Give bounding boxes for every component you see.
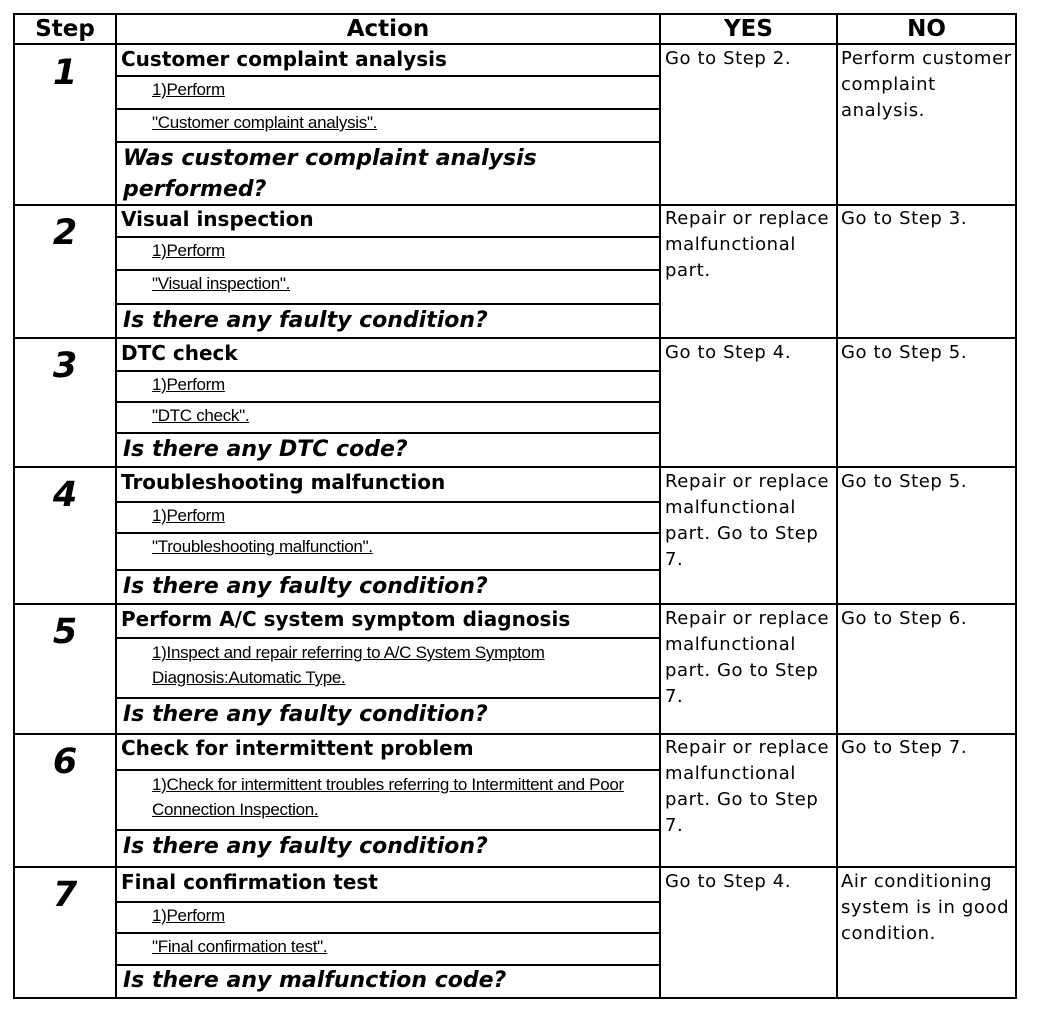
step-question: Is there any DTC code? <box>123 437 408 462</box>
step-number: 2 <box>52 213 78 253</box>
step-question: Is there any faulty condition? <box>123 834 488 859</box>
diagnostic-table <box>13 13 1017 999</box>
step-number: 1 <box>52 53 78 93</box>
step-no: Go to Step 6. <box>841 608 968 629</box>
step-title: DTC check <box>121 341 238 365</box>
step-instruction: 1)Inspect and repair referring to A/C System Symptom Diagnosis:Automatic Type. <box>152 643 545 687</box>
step-yes: Repair or replace malfunctional part. Go to Step 7. <box>665 608 830 707</box>
header-divider <box>15 43 1015 45</box>
step-no: Go to Step 5. <box>841 342 968 363</box>
header-no: NO <box>907 16 946 42</box>
step-number: 6 <box>52 742 78 782</box>
step-no: Go to Step 5. <box>841 471 968 492</box>
step-instruction: "Final confirmation test". <box>152 937 328 956</box>
step-instruction: "DTC check". <box>152 406 250 425</box>
row-divider <box>115 769 659 771</box>
step-title: Perform A/C system symptom diagnosis <box>121 607 571 631</box>
step-instruction: 1)Perform <box>152 506 225 525</box>
header-yes: YES <box>724 16 773 42</box>
step-instruction: 1)Perform <box>152 80 225 99</box>
step-instruction: "Troubleshooting malfunction". <box>152 537 373 556</box>
step-number: 5 <box>52 612 78 652</box>
step-no: Go to Step 7. <box>841 737 968 758</box>
column-divider <box>115 15 117 997</box>
step-question: Was customer complaint analysis performed? <box>123 146 537 202</box>
step-instruction: "Customer complaint analysis". <box>152 113 378 132</box>
step-yes: Repair or replace malfunctional part. Go to Step 7. <box>665 737 830 836</box>
step-title: Troubleshooting malfunction <box>121 470 446 494</box>
step-title: Customer complaint analysis <box>121 47 447 71</box>
step-number: 4 <box>52 475 78 515</box>
step-no: Perform customer complaint analysis. <box>841 48 1012 121</box>
step-divider <box>15 337 1015 339</box>
step-yes: Repair or replace malfunctional part. <box>665 208 830 281</box>
step-title: Final confirmation test <box>121 870 378 894</box>
step-instruction: 1)Check for intermittent troubles referring to Intermittent and Poor Connection Inspection. <box>152 775 624 819</box>
step-yes: Go to Step 2. <box>665 48 792 69</box>
step-instruction: "Visual inspection". <box>152 274 291 293</box>
step-divider <box>15 603 1015 605</box>
step-yes: Repair or replace malfunctional part. Go to Step 7. <box>665 471 830 570</box>
step-question: Is there any malfunction code? <box>123 968 507 993</box>
step-question: Is there any faulty condition? <box>123 574 488 599</box>
step-title: Check for intermittent problem <box>121 736 474 760</box>
step-no: Air conditioning system is in good condition. <box>841 871 1010 944</box>
header-step: Step <box>35 16 95 42</box>
step-divider <box>15 866 1015 868</box>
column-divider <box>659 15 661 997</box>
step-no: Go to Step 3. <box>841 208 968 229</box>
row-divider <box>115 637 659 639</box>
step-number: 7 <box>52 875 78 915</box>
step-yes: Go to Step 4. <box>665 871 792 892</box>
step-question: Is there any faulty condition? <box>123 702 488 727</box>
step-title: Visual inspection <box>121 207 314 231</box>
step-instruction: 1)Perform <box>152 241 225 260</box>
step-yes: Go to Step 4. <box>665 342 792 363</box>
step-divider <box>15 466 1015 468</box>
step-instruction: 1)Perform <box>152 906 225 925</box>
step-instruction: 1)Perform <box>152 375 225 394</box>
step-number: 3 <box>52 346 78 386</box>
header-action: Action <box>346 16 430 42</box>
step-question: Is there any faulty condition? <box>123 308 488 333</box>
